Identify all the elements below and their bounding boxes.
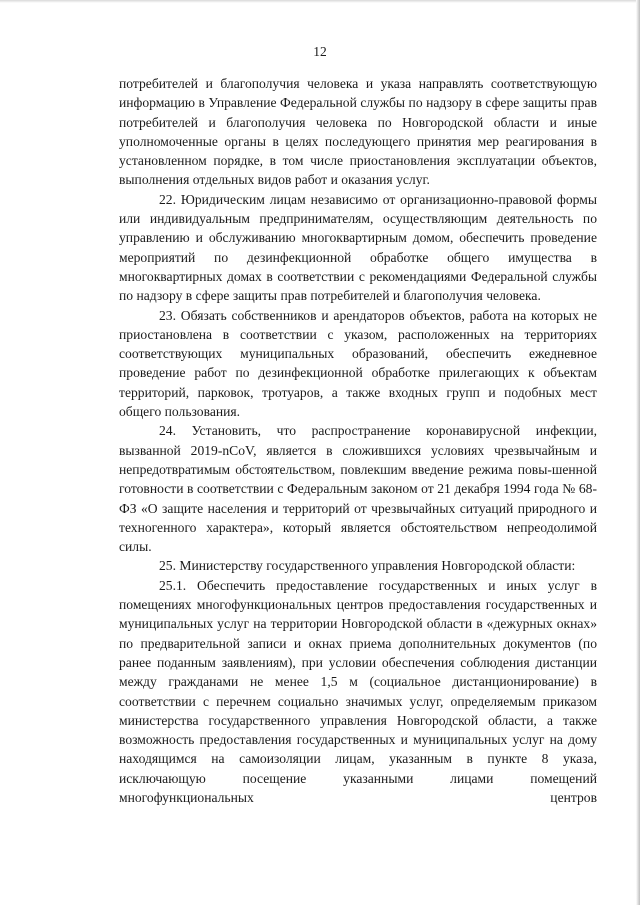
- paragraph-item-25: 25. Министерству государственного управления Новгородской области:: [159, 558, 576, 574]
- paragraph-continuation: потребителей и благополучия человека и указа направлять соответствующую информацию в Управление Федеральной службы по надзору в сфере защиты прав потребителей и благополучия человека по Новгородской области и иные уполномоченные органы в целях последующего принятия мер реагирования в установленном порядке, в том числе приостановления эксплуатации объектов, выполнения отдельных видов работ и оказания услуг.: [119, 76, 597, 188]
- scan-edge-top: [0, 0, 640, 3]
- paragraph-item-23: 23. Обязать собственников и арендаторов объектов, работа на которых не приостановлена в соответствии с указом, расположенных на территориях соответствующих муниципальных образований, обеспечить ежедневное проведение работ по дезинфекционной обработке прилегающих к объектам территорий, парковок, тротуаров, а также входных групп и подобных мест общего пользования.: [119, 307, 597, 420]
- document-body: [119, 74, 597, 807]
- paragraph-item-24: 24. Установить, что распространение коронавирусной инфекции, вызванной 2019-nCoV, является в сложившихся условиях чрезвычайным и непредотвратимым обстоятельством, повлекшим введение режима повы-шенной готовности в соответствии с Федеральным законом от 21 декабря 1994 года № 68-ФЗ «О защите населения и территорий от чрезвычайных ситуаций природного и техногенного характера», который является обстоятельством непреодолимой силы.: [119, 423, 597, 555]
- paragraph-item-25-1: 25.1. Обеспечить предоставление государственных и иных услуг в помещениях многофункциональных центров предоставления государственных и муниципальных услуг на территории Новгородской области в «дежурных окнах» по предварительной записи и окнах приема дополнительных документов (по ранее поданным заявлениям), при условии обеспечения соблюдения дистанции между гражданами не менее 1,5 м (социальное дистанционирование) в соответствии с перечнем социально значимых услуг, определяемым приказом министерства государственного управления Новгородской области, а также возможность предоставления государственных и муниципальных услуг на дому находящимся на самоизоляции лицам, указанным в пункте 8 указа, исключающую посещение указанными лицами помещений многофункциональных центров: [119, 577, 597, 805]
- paragraph-item-22: 22. Юридическим лицам независимо от организационно-правовой формы или индивидуальным предпринимателям, осуществляющим деятельность по управлению и обслуживанию многоквартирным домом, обеспечить проведение мероприятий по дезинфекционной обработке общего имущества в многоквартирных домах в соответствии с рекомендациями Федеральной службы по надзору в сфере защиты прав потребителей и благополучия человека.: [119, 191, 597, 304]
- scan-edge-right: [636, 0, 640, 905]
- page-number: 12: [313, 44, 327, 59]
